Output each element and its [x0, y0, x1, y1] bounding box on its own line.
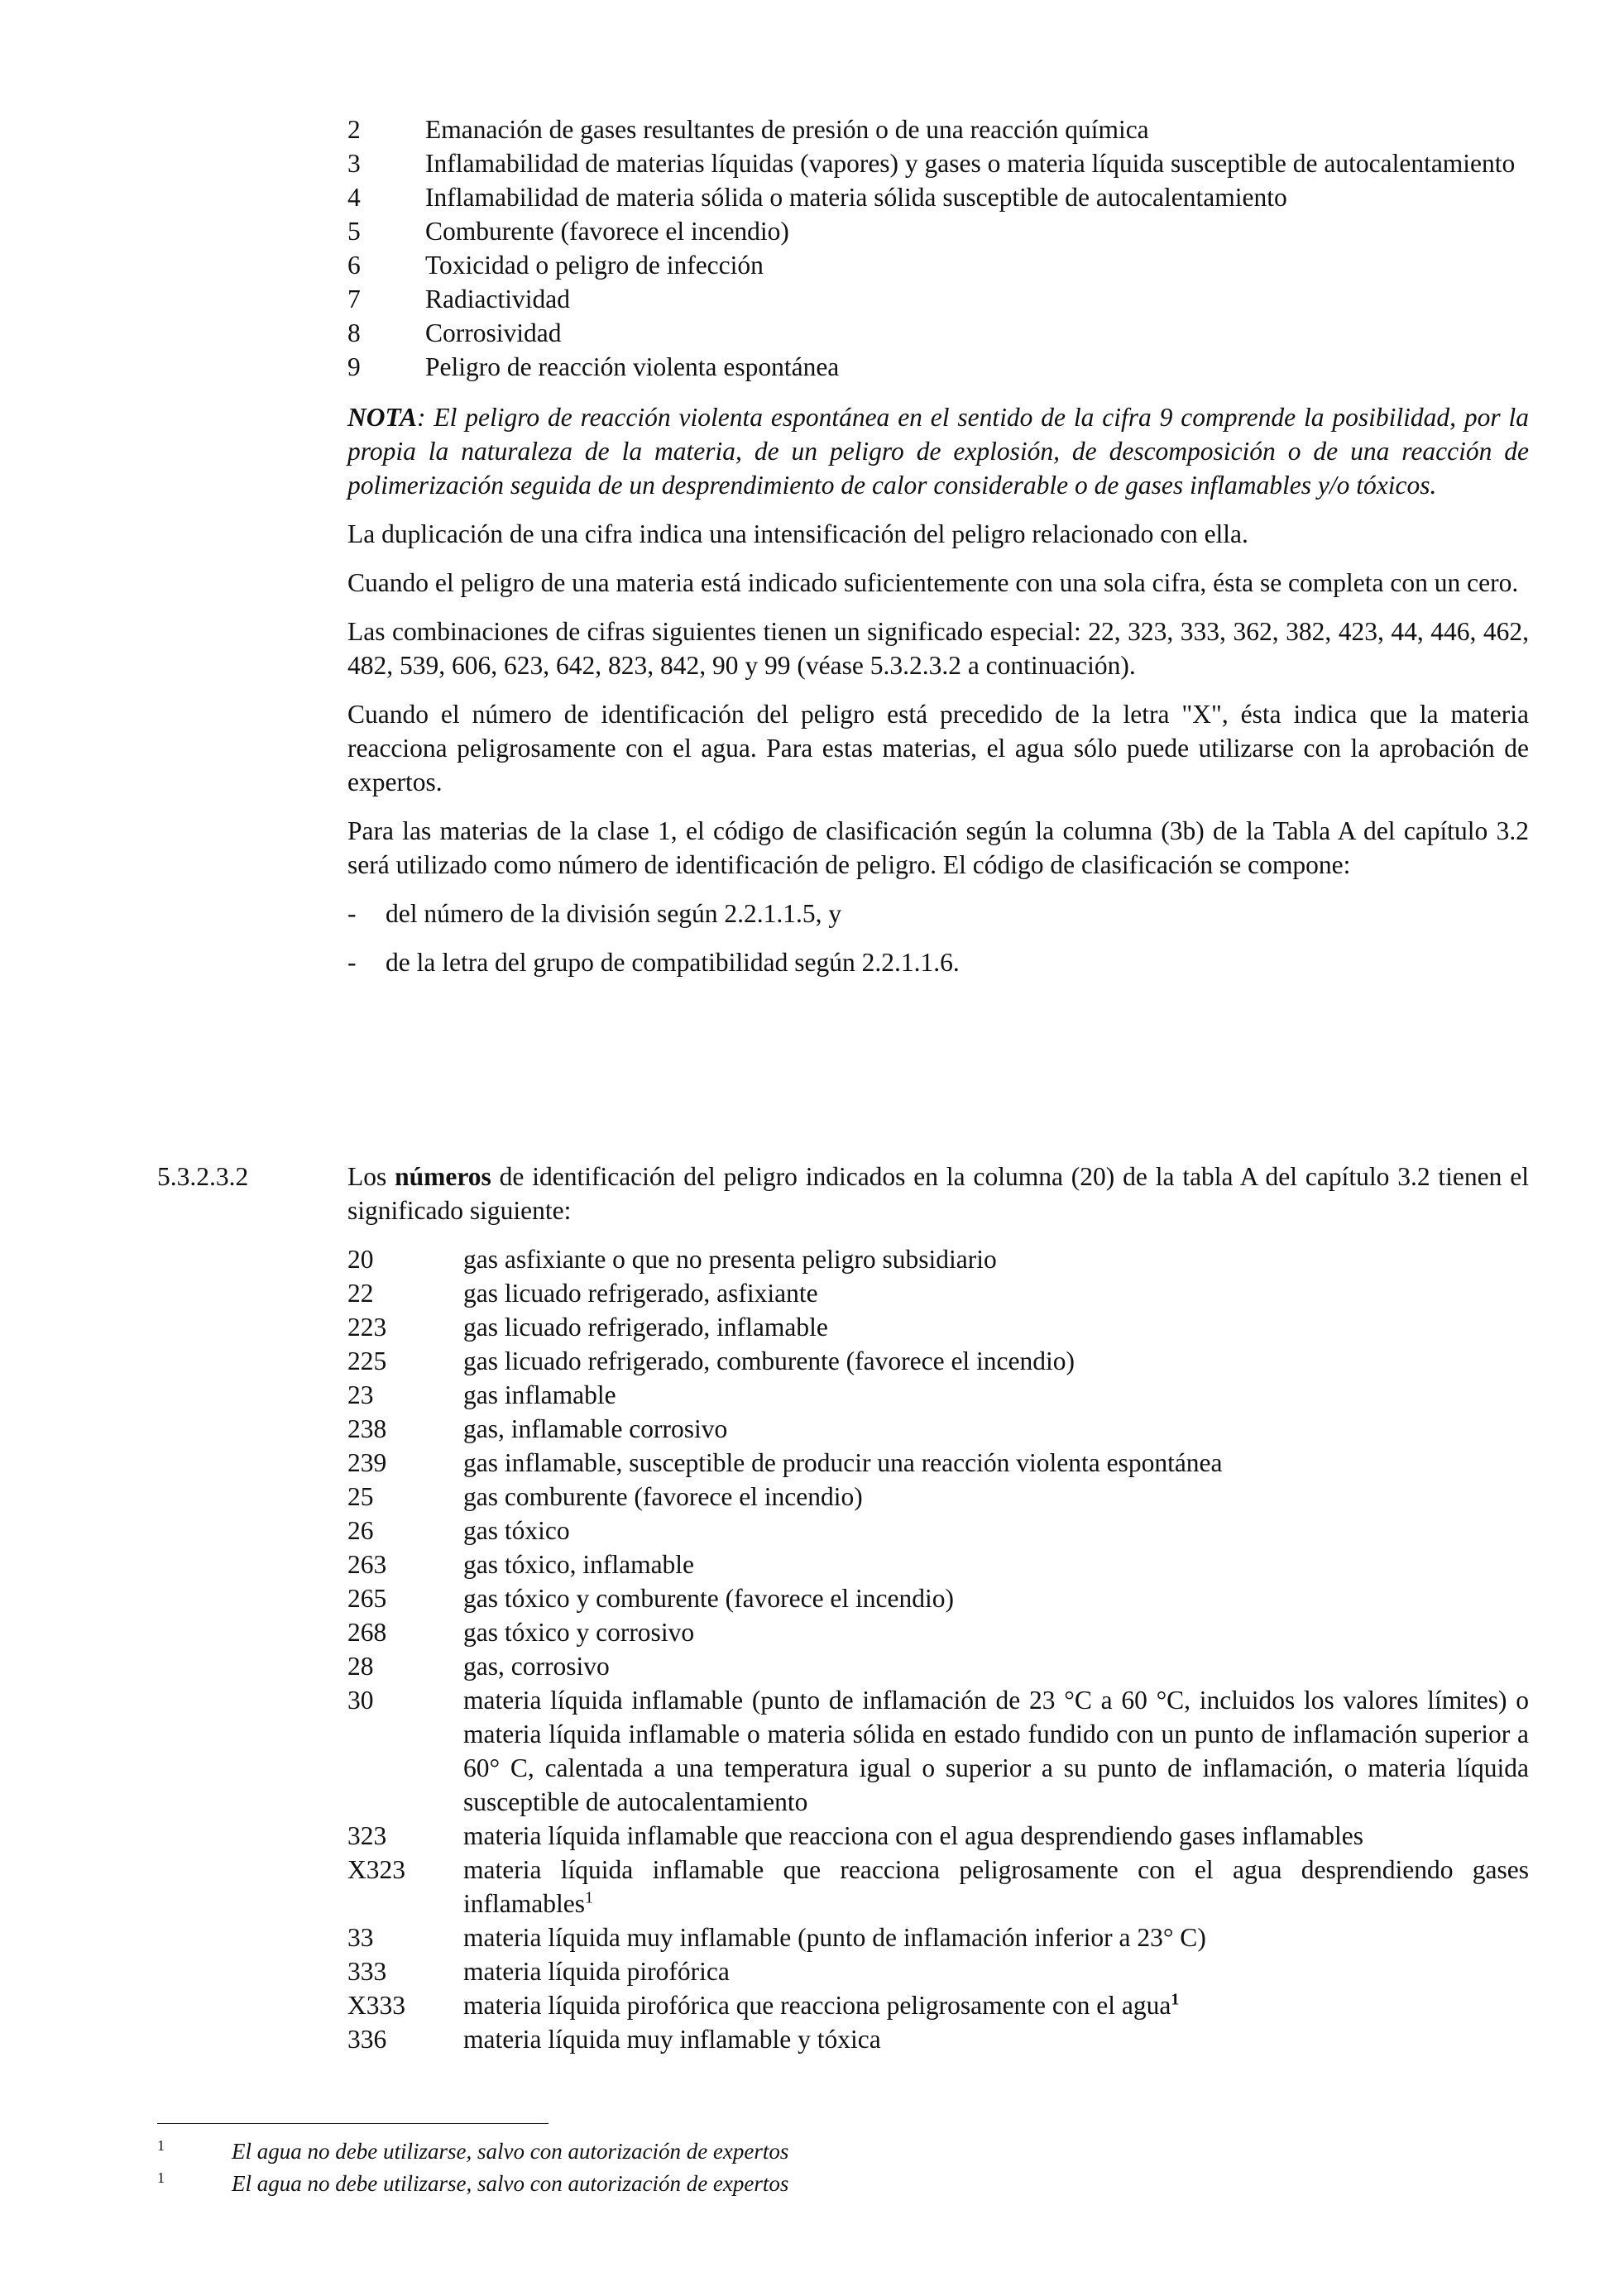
hazard-code-row — [347, 1480, 1529, 1514]
hazard-code-text: gas inflamable, susceptible de producir una reacción violenta espontánea — [463, 1448, 1223, 1477]
list-item — [347, 282, 1529, 316]
hazard-code-row — [347, 1310, 1529, 1344]
hazard-code: 265 — [347, 1584, 387, 1613]
hazard-code-text: materia líquida inflamable que reacciona con el agua desprendiendo gases inflamables — [463, 1821, 1364, 1850]
list-item-number: 8 — [347, 318, 361, 347]
hazard-code: 23 — [347, 1380, 374, 1409]
hazard-code: 239 — [347, 1448, 387, 1477]
list-item — [347, 112, 1529, 146]
hazard-code-meaning — [463, 1344, 1529, 1378]
hazard-code-meaning — [463, 1310, 1529, 1344]
risk-digit-list — [347, 112, 1529, 384]
section-intro-bold: números — [395, 1162, 491, 1191]
note-text: : El peligro de reacción violenta espontánea en el sentido de la cifra 9 comprende la posibilidad, por la propia la naturaleza de la materia, de un peligro de explosión, de descomposición o de una reacción de polimerización seguida de un desprendimiento de calor considerable o de gases inflamables y/o tóxicos. — [347, 403, 1529, 500]
hazard-code-row — [347, 1615, 1529, 1649]
hazard-code-meaning — [463, 1683, 1529, 1819]
list-item — [347, 180, 1529, 214]
section-heading — [157, 1160, 1529, 1227]
paragraph: Las combinaciones de cifras siguientes tienen un significado especial: 22, 323, 333, 362, 382, 423, 44, 446, 462, 482, 539, 606, 623, 642, 823, 842, 90 y 99 (véase 5.3.2.3.2 a continuación). — [347, 617, 1529, 680]
risk-digit-section — [347, 112, 1529, 979]
hazard-code-row — [347, 1988, 1529, 2022]
hazard-code-row — [347, 1683, 1529, 1819]
hazard-code: 25 — [347, 1482, 374, 1511]
list-item-text: Radiactividad — [425, 285, 570, 313]
hazard-code-row — [347, 1581, 1529, 1615]
hazard-code-text: gas asfixiante o que no presenta peligro subsidiario — [463, 1245, 997, 1274]
list-item-text: Corrosividad — [425, 318, 562, 347]
bullet-text: de la letra del grupo de compatibilidad según 2.2.1.1.6. — [386, 948, 960, 977]
hazard-code-row — [347, 1344, 1529, 1378]
hazard-code-row — [347, 1819, 1529, 1853]
footnote-mark: 1 — [157, 2169, 165, 2186]
list-item-number: 9 — [347, 352, 361, 381]
hazard-code-list — [347, 1242, 1529, 2056]
hazard-code: 263 — [347, 1550, 387, 1579]
hazard-code: X333 — [347, 1991, 405, 2020]
hazard-code-meaning — [463, 1378, 1529, 1412]
hazard-code-text: gas inflamable — [463, 1380, 616, 1409]
hazard-code-meaning — [463, 1276, 1529, 1310]
hazard-code: 26 — [347, 1516, 374, 1545]
paragraph: Cuando el número de identificación del peligro está precedido de la letra "X", ésta indica que la materia reacciona peligrosamente con el agua. Para estas materias, el agua sólo puede utilizarse con la aprobación de expertos. — [347, 700, 1529, 796]
section-intro — [347, 1160, 1529, 1227]
list-item-text: Inflamabilidad de materia sólida o materia sólida susceptible de autocalentamiento — [425, 183, 1287, 212]
footnote — [157, 2168, 1233, 2200]
list-item-number: 4 — [347, 183, 361, 212]
hazard-code-text: gas, inflamable corrosivo — [463, 1414, 728, 1443]
list-item-number: 6 — [347, 251, 361, 280]
bullet-item — [347, 897, 1529, 930]
hazard-code-meaning — [463, 1921, 1529, 1954]
list-item-text: Toxicidad o peligro de infección — [425, 251, 764, 280]
hazard-code-text: gas licuado refrigerado, asfixiante — [463, 1279, 818, 1308]
list-item-number: 5 — [347, 217, 361, 246]
list-item — [347, 146, 1529, 180]
hazard-code: 30 — [347, 1686, 374, 1715]
paragraph: Cuando el peligro de una materia está indicado suficientemente con una sola cifra, ésta se completa con un cero. — [347, 568, 1519, 597]
footnote-reference[interactable]: 1 — [584, 1888, 593, 1907]
note-label: NOTA — [347, 403, 418, 432]
hazard-code-text: gas tóxico — [463, 1516, 570, 1545]
hazard-code: 225 — [347, 1347, 387, 1375]
paragraph: Para las materias de la clase 1, el código de clasificación según la columna (3b) de la Tabla A del capítulo 3.2 será utilizado como número de identificación de peligro. El código de clasificación se compone: — [347, 816, 1529, 879]
section-intro-end: de identificación del peligro indicados en la columna (20) de la tabla A del capítulo 3.2 tienen el significado siguiente: — [347, 1162, 1529, 1225]
hazard-code: 28 — [347, 1652, 374, 1681]
note-paragraph — [347, 400, 1529, 502]
list-item-text: Inflamabilidad de materias líquidas (vapores) y gases o materia líquida susceptible de autocalentamiento — [425, 149, 1516, 178]
list-item-number: 3 — [347, 149, 361, 178]
hazard-code-row — [347, 1547, 1529, 1581]
hazard-code-text: materia líquida pirofórica — [463, 1957, 730, 1986]
footnote-separator — [157, 2123, 549, 2124]
bullet-dash: - — [347, 948, 357, 977]
hazard-code: 333 — [347, 1957, 387, 1986]
bullet-text: del número de la división según 2.2.1.1.5, y — [386, 899, 842, 928]
section-5-3-2-3-2 — [157, 1160, 1529, 2056]
hazard-code-meaning — [463, 1514, 1529, 1547]
section-number: 5.3.2.3.2 — [157, 1162, 249, 1191]
hazard-code-row — [347, 1446, 1529, 1480]
hazard-code-row — [347, 2022, 1529, 2056]
hazard-code-text: materia líquida muy inflamable (punto de inflamación inferior a 23° C) — [463, 1923, 1206, 1952]
list-item-text: Comburente (favorece el incendio) — [425, 217, 789, 246]
hazard-code-text: materia líquida pirofórica que reacciona peligrosamente con el agua — [463, 1991, 1171, 2020]
hazard-code-text: gas, corrosivo — [463, 1652, 610, 1681]
hazard-code-text: materia líquida muy inflamable y tóxica — [463, 2025, 881, 2054]
paragraph: La duplicación de una cifra indica una intensificación del peligro relacionado con ella. — [347, 519, 1248, 548]
hazard-code-row — [347, 1954, 1529, 1988]
hazard-code: X323 — [347, 1855, 405, 1884]
list-item — [347, 214, 1529, 248]
list-item-text: Emanación de gases resultantes de presión o de una reacción química — [425, 115, 1149, 144]
hazard-code-row — [347, 1853, 1529, 1921]
hazard-code-row — [347, 1921, 1529, 1954]
hazard-code-meaning — [463, 1547, 1529, 1581]
hazard-code-meaning — [463, 1446, 1529, 1480]
footnote-reference[interactable]: 1 — [1171, 1990, 1180, 2009]
hazard-code: 20 — [347, 1245, 374, 1274]
hazard-code-meaning — [463, 1649, 1529, 1683]
hazard-code-meaning — [463, 1480, 1529, 1514]
hazard-code-row — [347, 1514, 1529, 1547]
hazard-code-row — [347, 1242, 1529, 1276]
footnotes — [157, 2136, 1233, 2200]
hazard-code: 268 — [347, 1618, 387, 1647]
hazard-code: 223 — [347, 1313, 387, 1342]
hazard-code-text: gas tóxico, inflamable — [463, 1550, 695, 1579]
list-item-number: 7 — [347, 285, 361, 313]
hazard-code-text: gas comburente (favorece el incendio) — [463, 1482, 863, 1511]
hazard-code-row — [347, 1412, 1529, 1446]
hazard-code-row — [347, 1378, 1529, 1412]
hazard-code-meaning — [463, 1988, 1529, 2022]
list-item — [347, 316, 1529, 350]
hazard-code-text: materia líquida inflamable (punto de inflamación de 23 °C a 60 °C, incluidos los valores límites) o materia líquida inflamable o materia sólida en estado fundido con un punto de inflamación superior a 60° C, calentada a una temperatura igual o superior a su punto de inflamación, o materia líquida susceptible de autocalentamiento — [463, 1686, 1529, 1816]
footnote — [157, 2136, 1233, 2168]
hazard-code-meaning — [463, 1412, 1529, 1446]
hazard-code-meaning — [463, 1242, 1529, 1276]
footnote-text: El agua no debe utilizarse, salvo con autorización de expertos — [232, 2171, 789, 2196]
hazard-code-text: gas licuado refrigerado, comburente (favorece el incendio) — [463, 1347, 1075, 1375]
hazard-code: 22 — [347, 1279, 374, 1308]
hazard-code-meaning — [463, 1819, 1529, 1853]
hazard-code-text: gas licuado refrigerado, inflamable — [463, 1313, 828, 1342]
hazard-code: 238 — [347, 1414, 387, 1443]
hazard-code: 33 — [347, 1923, 374, 1952]
bullet-item — [347, 945, 1529, 979]
list-item-number: 2 — [347, 115, 361, 144]
list-item — [347, 248, 1529, 282]
list-item — [347, 350, 1529, 384]
section-intro-start: Los — [347, 1162, 395, 1191]
hazard-code-meaning — [463, 1581, 1529, 1615]
hazard-code-meaning — [463, 1615, 1529, 1649]
footnote-text: El agua no debe utilizarse, salvo con autorización de expertos — [232, 2139, 789, 2164]
hazard-code-meaning — [463, 2022, 1529, 2056]
footnote-mark: 1 — [157, 2137, 165, 2154]
hazard-code: 323 — [347, 1821, 387, 1850]
hazard-code-row — [347, 1649, 1529, 1683]
hazard-code-text: materia líquida inflamable que reacciona peligrosamente con el agua desprendiendo gases inflamables — [463, 1855, 1529, 1918]
hazard-code-meaning — [463, 1853, 1529, 1921]
hazard-code-text: gas tóxico y comburente (favorece el incendio) — [463, 1584, 954, 1613]
hazard-code: 336 — [347, 2025, 387, 2054]
bullet-dash: - — [347, 899, 357, 928]
hazard-code-meaning — [463, 1954, 1529, 1988]
hazard-code-text: gas tóxico y corrosivo — [463, 1618, 695, 1647]
hazard-code-row — [347, 1276, 1529, 1310]
list-item-text: Peligro de reacción violenta espontánea — [425, 352, 840, 381]
